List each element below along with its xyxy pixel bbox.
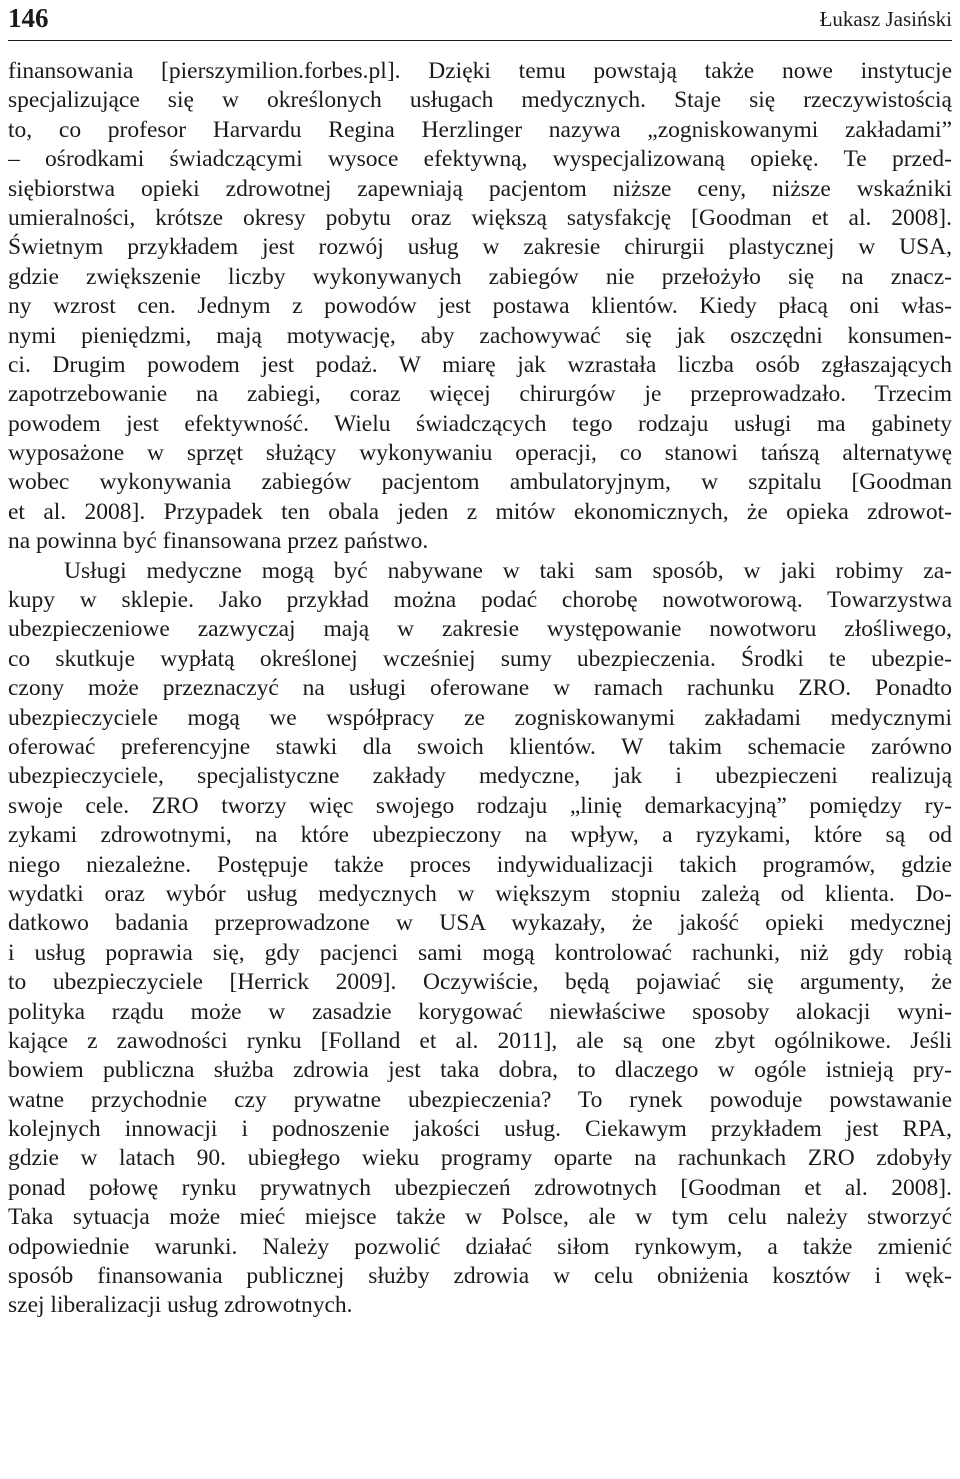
text-line: co skutkuje wypłatą określonej wcześniej sumy ubezpieczenia. Środki te ubezpie- — [8, 645, 952, 672]
text-line: oferować preferencyjne stawki dla swoich klientów. W takim schemacie zarówno — [8, 733, 952, 760]
text-line: nymi pieniędzmi, mają motywację, aby zachowywać się jak oszczędni konsumen- — [8, 322, 952, 349]
text-line: watne przychodnie czy prywatne ubezpieczenia? To rynek powoduje powstawanie — [8, 1086, 952, 1113]
text-line: i usług poprawia się, gdy pacjenci sami mogą kontrolować rachunki, niż gdy robią — [8, 939, 952, 966]
text-line: Taka sytuacja może mieć miejsce także w Polsce, ale w tym celu należy stworzyć — [8, 1204, 952, 1231]
text-line: – ośrodkami świadczącymi wysoce efektywną, wyspecjalizowaną opiekę. Te przed- — [8, 146, 952, 173]
text-line: ponad połowę rynku prywatnych ubezpieczeń zdrowotnych [Goodman et al. 2008]. — [8, 1174, 952, 1201]
text-line: ny wzrost cen. Jednym z powodów jest postawa klientów. Kiedy płacą oni włas- — [8, 293, 952, 320]
text-line: to ubezpieczyciele [Herrick 2009]. Oczywiście, będą pojawiać się argumenty, że — [8, 969, 952, 996]
text-line: czony może przeznaczyć na usługi oferowane w ramach rachunku ZRO. Ponadto — [8, 675, 952, 702]
text-line: bowiem publiczna służba zdrowia jest taka dobra, to dlaczego w ogóle istnieją pry- — [8, 1057, 952, 1084]
text-line: to, co profesor Harvardu Regina Herzlinger nazywa „zogniskowanymi zakładami” — [8, 116, 952, 143]
text-line: ubezpieczyciele, specjalistyczne zakłady medyczne, jak i ubezpieczeni realizują — [8, 763, 952, 790]
text-line: gdzie w latach 90. ubiegłego wieku programy oparte na rachunkach ZRO zdobyły — [8, 1145, 952, 1172]
text-line: kające z zawodności rynku [Folland et al. 2011], ale są one zbyt ogólnikowe. Jeśli — [8, 1027, 952, 1054]
text-line: odpowiednie warunki. Należy pozwolić działać siłom rynkowym, a także zmienić — [8, 1233, 952, 1260]
text-line: swoje cele. ZRO tworzy więc swojego rodzaju „linię demarkacyjną” pomiędzy ry- — [8, 792, 952, 819]
text-line: wydatki oraz wybór usług medycznych w większym stopniu zależą od klienta. Do- — [8, 880, 952, 907]
paragraph-end-line: na powinna być finansowana przez państwo. — [8, 528, 429, 555]
text-line: gdzie zwiększenie liczby wykonywanych zabiegów nie przełożyło się na znacz- — [8, 263, 952, 290]
text-line: datkowo badania przeprowadzone w USA wykazały, że jakość opieki medycznej — [8, 910, 952, 937]
text-line: siębiorstwa opieki zdrowotnej zapewniają pacjentom niższe ceny, niższe wskaźniki — [8, 175, 952, 202]
text-line: Świetnym przykładem jest rozwój usług w zakresie chirurgii plastycznej w USA, — [8, 234, 952, 261]
text-line: niego niezależne. Postępuje także proces indywidualizacji takich programów, gdzie — [8, 851, 952, 878]
text-line: sposób finansowania publicznej służby zdrowia w celu obniżenia kosztów i węk- — [8, 1263, 952, 1290]
text-line: zapotrzebowanie na zabiegi, coraz więcej chirurgów je przeprowadzało. Trzecim — [8, 381, 952, 408]
text-line: umieralności, krótsze okresy pobytu oraz większą satysfakcję [Goodman et al. 2008]. — [8, 204, 952, 231]
paragraph-start-line: Usługi medyczne mogą być nabywane w taki sam sposób, w jaki robimy za- — [64, 557, 952, 584]
body-text — [8, 57, 952, 1321]
text-line: powodem jest efektywność. Wielu świadczących tego rodzaju usługi ma gabinety — [8, 410, 952, 437]
text-line: kupy w sklepie. Jako przykład można podać chorobę nowotworową. Towarzystwa — [8, 587, 952, 614]
text-line: ubezpieczyciele mogą we współpracy ze zogniskowanymi zakładami medycznymi — [8, 704, 952, 731]
page-header — [8, 0, 952, 41]
text-line: et al. 2008]. Przypadek ten obala jeden z mitów ekonomicznych, że opieka zdrowot- — [8, 498, 952, 525]
page-number: 146 — [8, 3, 49, 33]
text-line: finansowania [pierszymilion.forbes.pl]. Dzięki temu powstają także nowe instytucje — [8, 58, 952, 84]
text-line: kolejnych innowacji i podnoszenie jakości usług. Ciekawym przykładem jest RPA, — [8, 1116, 952, 1143]
text-line: wyposażone w sprzęt służący wykonywaniu operacji, co stanowi tańszą alternatywę — [8, 440, 952, 467]
running-head-author: Łukasz Jasiński — [819, 7, 952, 31]
text-line: ci. Drugim powodem jest podaż. W miarę jak wzrastała liczba osób zgłaszających — [8, 351, 952, 378]
text-line: zykami zdrowotnymi, na które ubezpieczony na wpływ, a ryzykami, które są od — [8, 822, 952, 849]
paragraph-end-line: szej liberalizacji usług zdrowotnych. — [8, 1292, 353, 1319]
text-line: polityka rządu może w zasadzie korygować niewłaściwe sposoby alokacji wyni- — [8, 998, 952, 1025]
text-line: ubezpieczeniowe zazwyczaj mają w zakresie występowanie nowotworu złośliwego, — [8, 616, 952, 643]
text-line: specjalizujące się w określonych usługach medycznych. Staje się rzeczywistością — [8, 87, 952, 114]
text-line: wobec wykonywania zabiegów pacjentom ambulatoryjnym, w szpitalu [Goodman — [8, 469, 952, 496]
